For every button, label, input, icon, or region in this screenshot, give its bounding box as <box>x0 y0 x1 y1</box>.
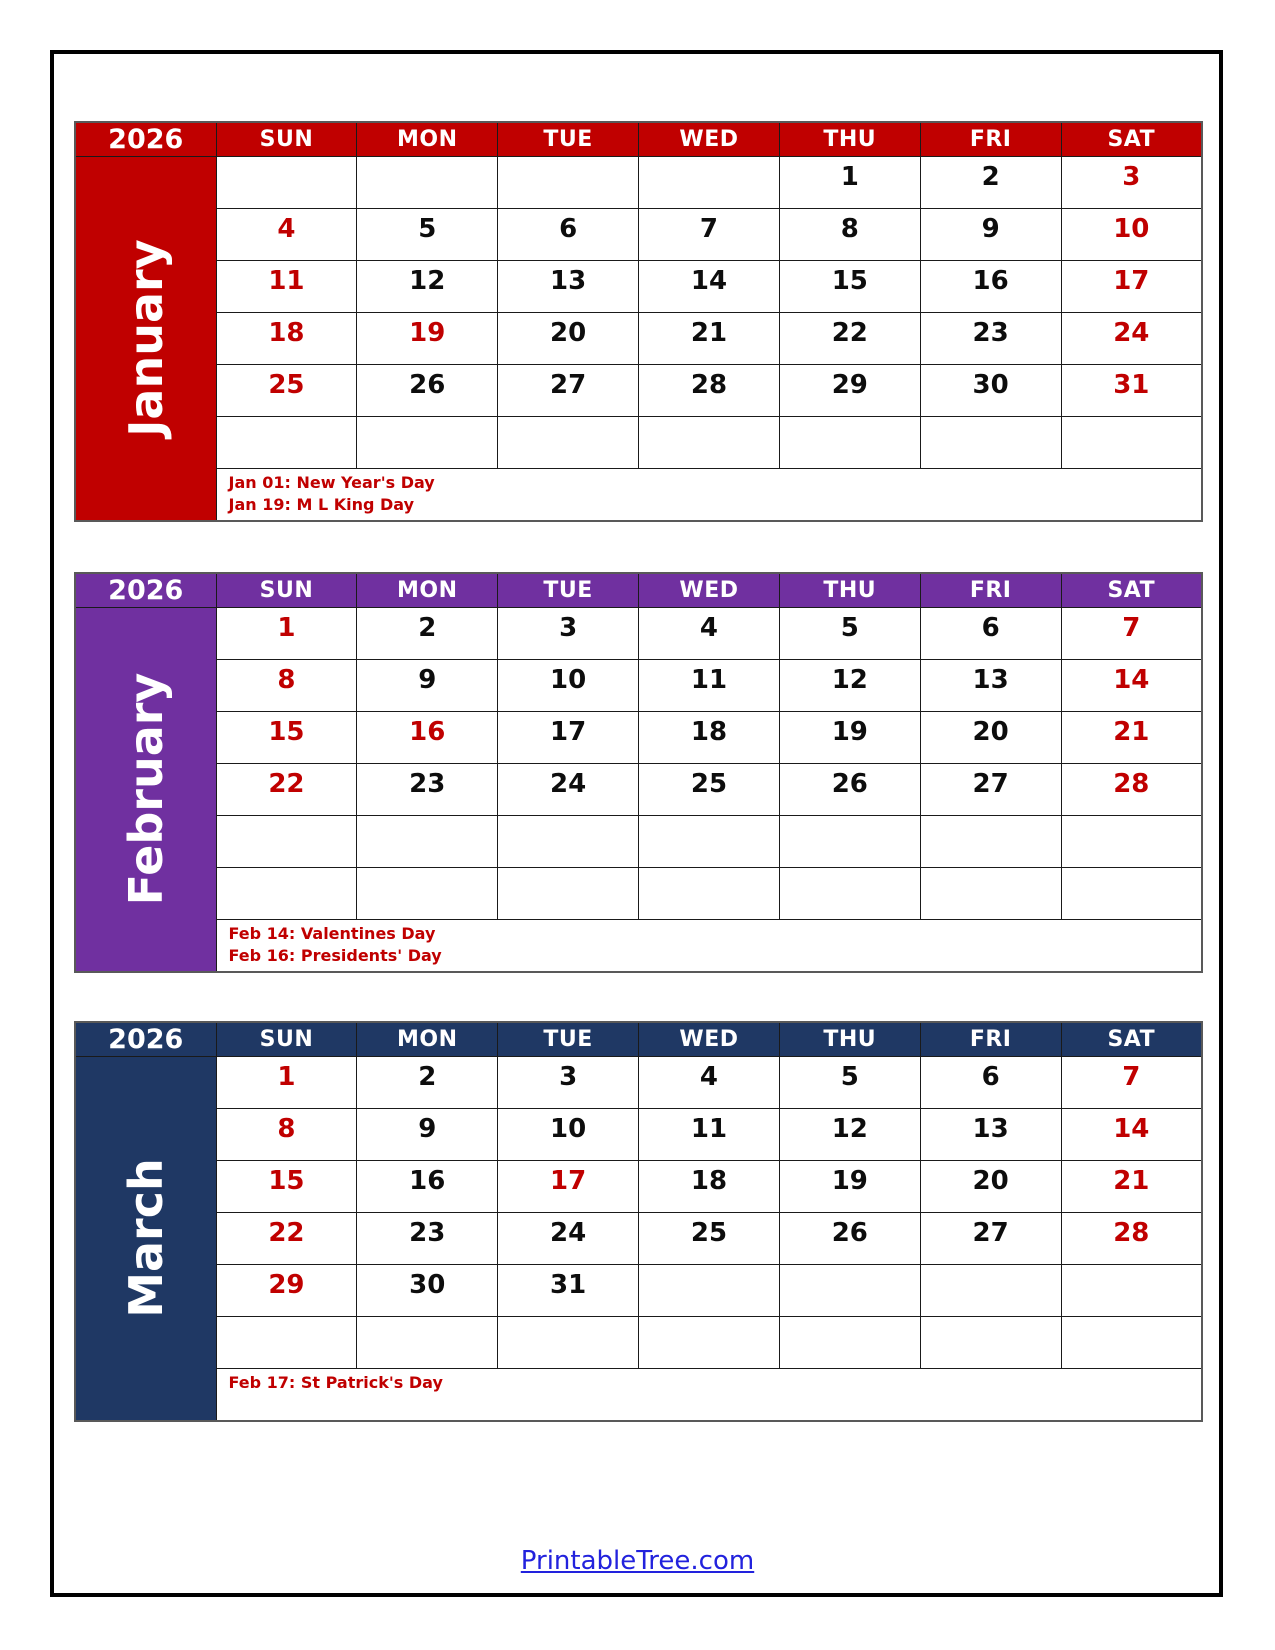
date-cell-january-8: 8 <box>779 209 920 261</box>
date-cell-empty <box>498 868 639 920</box>
date-cell-january-21: 21 <box>639 313 780 365</box>
date-cell-february-17: 17 <box>498 712 639 764</box>
date-cell-march-4: 4 <box>639 1057 780 1109</box>
date-cell-march-26: 26 <box>779 1213 920 1265</box>
footer-site-link[interactable]: PrintableTree.com <box>520 1546 755 1576</box>
date-cell-february-19: 19 <box>779 712 920 764</box>
date-cell-empty <box>639 157 780 209</box>
date-cell-empty <box>639 816 780 868</box>
date-cell-march-2: 2 <box>357 1057 498 1109</box>
date-cell-empty <box>639 1265 780 1317</box>
day-header-sun: SUN <box>216 573 357 608</box>
date-cell-february-25: 25 <box>639 764 780 816</box>
date-cell-empty <box>216 816 357 868</box>
day-header-wed: WED <box>639 1022 780 1057</box>
calendar-february <box>74 572 1203 973</box>
date-cell-empty <box>357 1317 498 1369</box>
date-cell-march-28: 28 <box>1061 1213 1202 1265</box>
footer <box>0 1546 1275 1576</box>
date-cell-empty <box>920 417 1061 469</box>
date-cell-march-17: 17 <box>498 1161 639 1213</box>
day-header-fri: FRI <box>920 573 1061 608</box>
day-header-tue: TUE <box>498 573 639 608</box>
date-cell-january-28: 28 <box>639 365 780 417</box>
date-cell-february-10: 10 <box>498 660 639 712</box>
date-cell-empty <box>357 157 498 209</box>
day-header-fri: FRI <box>920 122 1061 157</box>
date-cell-february-11: 11 <box>639 660 780 712</box>
date-cell-february-5: 5 <box>779 608 920 660</box>
date-cell-empty <box>639 1317 780 1369</box>
holiday-note: Jan 01: New Year's Day <box>228 473 435 492</box>
date-cell-empty <box>779 417 920 469</box>
date-cell-march-21: 21 <box>1061 1161 1202 1213</box>
date-cell-january-18: 18 <box>216 313 357 365</box>
date-cell-january-31: 31 <box>1061 365 1202 417</box>
date-cell-empty <box>1061 417 1202 469</box>
date-cell-february-4: 4 <box>639 608 780 660</box>
date-cell-january-22: 22 <box>779 313 920 365</box>
date-cell-february-14: 14 <box>1061 660 1202 712</box>
date-cell-march-1: 1 <box>216 1057 357 1109</box>
day-header-tue: TUE <box>498 122 639 157</box>
month-name: February <box>118 672 173 906</box>
date-cell-march-30: 30 <box>357 1265 498 1317</box>
date-cell-march-12: 12 <box>779 1109 920 1161</box>
date-cell-january-17: 17 <box>1061 261 1202 313</box>
month-sidebar-march <box>75 1057 216 1421</box>
date-cell-february-24: 24 <box>498 764 639 816</box>
calendar-march <box>74 1021 1203 1422</box>
date-cell-empty <box>498 1317 639 1369</box>
date-cell-february-18: 18 <box>639 712 780 764</box>
date-cell-march-9: 9 <box>357 1109 498 1161</box>
date-cell-january-23: 23 <box>920 313 1061 365</box>
holiday-notes <box>216 1369 1202 1421</box>
day-header-sun: SUN <box>216 1022 357 1057</box>
date-cell-january-6: 6 <box>498 209 639 261</box>
date-cell-march-18: 18 <box>639 1161 780 1213</box>
date-cell-february-22: 22 <box>216 764 357 816</box>
date-cell-march-29: 29 <box>216 1265 357 1317</box>
date-cell-january-9: 9 <box>920 209 1061 261</box>
day-header-sat: SAT <box>1061 1022 1202 1057</box>
date-cell-empty <box>639 868 780 920</box>
date-cell-empty <box>920 816 1061 868</box>
date-cell-february-3: 3 <box>498 608 639 660</box>
date-cell-empty <box>920 1265 1061 1317</box>
year-label: 2026 <box>75 573 216 608</box>
date-cell-empty <box>498 157 639 209</box>
date-cell-february-21: 21 <box>1061 712 1202 764</box>
date-cell-january-13: 13 <box>498 261 639 313</box>
date-cell-february-9: 9 <box>357 660 498 712</box>
day-header-mon: MON <box>357 1022 498 1057</box>
date-cell-january-29: 29 <box>779 365 920 417</box>
date-cell-january-16: 16 <box>920 261 1061 313</box>
date-cell-empty <box>216 1317 357 1369</box>
month-name: January <box>118 239 173 437</box>
date-cell-empty <box>1061 1317 1202 1369</box>
date-cell-empty <box>779 816 920 868</box>
date-cell-february-8: 8 <box>216 660 357 712</box>
date-cell-january-4: 4 <box>216 209 357 261</box>
date-cell-march-7: 7 <box>1061 1057 1202 1109</box>
date-cell-january-7: 7 <box>639 209 780 261</box>
date-cell-empty <box>216 417 357 469</box>
date-cell-empty <box>779 1317 920 1369</box>
year-label: 2026 <box>75 122 216 157</box>
day-header-thu: THU <box>779 1022 920 1057</box>
date-cell-march-5: 5 <box>779 1057 920 1109</box>
date-cell-january-30: 30 <box>920 365 1061 417</box>
date-cell-january-2: 2 <box>920 157 1061 209</box>
date-cell-march-15: 15 <box>216 1161 357 1213</box>
month-sidebar-february <box>75 608 216 972</box>
date-cell-march-6: 6 <box>920 1057 1061 1109</box>
date-cell-february-16: 16 <box>357 712 498 764</box>
date-cell-march-24: 24 <box>498 1213 639 1265</box>
date-cell-march-23: 23 <box>357 1213 498 1265</box>
date-cell-march-8: 8 <box>216 1109 357 1161</box>
date-cell-empty <box>1061 868 1202 920</box>
date-cell-february-15: 15 <box>216 712 357 764</box>
date-cell-january-24: 24 <box>1061 313 1202 365</box>
day-header-mon: MON <box>357 122 498 157</box>
date-cell-march-14: 14 <box>1061 1109 1202 1161</box>
day-header-sun: SUN <box>216 122 357 157</box>
date-cell-february-1: 1 <box>216 608 357 660</box>
date-cell-march-27: 27 <box>920 1213 1061 1265</box>
date-cell-march-10: 10 <box>498 1109 639 1161</box>
date-cell-empty <box>216 157 357 209</box>
date-cell-march-19: 19 <box>779 1161 920 1213</box>
day-header-sat: SAT <box>1061 122 1202 157</box>
date-cell-march-31: 31 <box>498 1265 639 1317</box>
date-cell-march-11: 11 <box>639 1109 780 1161</box>
date-cell-february-6: 6 <box>920 608 1061 660</box>
date-cell-january-14: 14 <box>639 261 780 313</box>
date-cell-january-5: 5 <box>357 209 498 261</box>
date-cell-empty <box>216 868 357 920</box>
holiday-note: Feb 16: Presidents' Day <box>228 946 442 966</box>
day-header-wed: WED <box>639 573 780 608</box>
date-cell-january-20: 20 <box>498 313 639 365</box>
date-cell-march-3: 3 <box>498 1057 639 1109</box>
date-cell-empty <box>779 868 920 920</box>
month-name: March <box>118 1158 173 1319</box>
date-cell-empty <box>357 868 498 920</box>
day-header-wed: WED <box>639 122 780 157</box>
date-cell-empty <box>498 417 639 469</box>
date-cell-january-25: 25 <box>216 365 357 417</box>
date-cell-january-27: 27 <box>498 365 639 417</box>
date-cell-empty <box>779 1265 920 1317</box>
day-header-fri: FRI <box>920 1022 1061 1057</box>
date-cell-january-26: 26 <box>357 365 498 417</box>
date-cell-empty <box>357 816 498 868</box>
date-cell-february-12: 12 <box>779 660 920 712</box>
date-cell-january-1: 1 <box>779 157 920 209</box>
holiday-note: Feb 14: Valentines Day <box>228 924 436 943</box>
date-cell-empty <box>498 816 639 868</box>
date-cell-february-13: 13 <box>920 660 1061 712</box>
day-header-mon: MON <box>357 573 498 608</box>
date-cell-february-7: 7 <box>1061 608 1202 660</box>
holiday-note: Jan 19: M L King Day <box>228 495 415 515</box>
day-header-sat: SAT <box>1061 573 1202 608</box>
date-cell-february-2: 2 <box>357 608 498 660</box>
date-cell-january-3: 3 <box>1061 157 1202 209</box>
date-cell-february-27: 27 <box>920 764 1061 816</box>
holiday-notes <box>216 469 1202 521</box>
date-cell-february-23: 23 <box>357 764 498 816</box>
date-cell-empty <box>920 868 1061 920</box>
date-cell-empty <box>639 417 780 469</box>
year-label: 2026 <box>75 1022 216 1057</box>
date-cell-empty <box>1061 816 1202 868</box>
date-cell-february-28: 28 <box>1061 764 1202 816</box>
day-header-tue: TUE <box>498 1022 639 1057</box>
month-sidebar-january <box>75 157 216 521</box>
date-cell-march-25: 25 <box>639 1213 780 1265</box>
holiday-notes <box>216 920 1202 972</box>
calendar-january <box>74 121 1203 522</box>
day-header-thu: THU <box>779 573 920 608</box>
date-cell-march-16: 16 <box>357 1161 498 1213</box>
date-cell-february-20: 20 <box>920 712 1061 764</box>
date-cell-february-26: 26 <box>779 764 920 816</box>
day-header-thu: THU <box>779 122 920 157</box>
date-cell-march-13: 13 <box>920 1109 1061 1161</box>
date-cell-january-10: 10 <box>1061 209 1202 261</box>
date-cell-january-12: 12 <box>357 261 498 313</box>
date-cell-march-22: 22 <box>216 1213 357 1265</box>
date-cell-january-11: 11 <box>216 261 357 313</box>
date-cell-empty <box>1061 1265 1202 1317</box>
date-cell-empty <box>920 1317 1061 1369</box>
date-cell-january-15: 15 <box>779 261 920 313</box>
date-cell-march-20: 20 <box>920 1161 1061 1213</box>
date-cell-january-19: 19 <box>357 313 498 365</box>
date-cell-empty <box>357 417 498 469</box>
holiday-note: Feb 17: St Patrick's Day <box>228 1373 443 1392</box>
